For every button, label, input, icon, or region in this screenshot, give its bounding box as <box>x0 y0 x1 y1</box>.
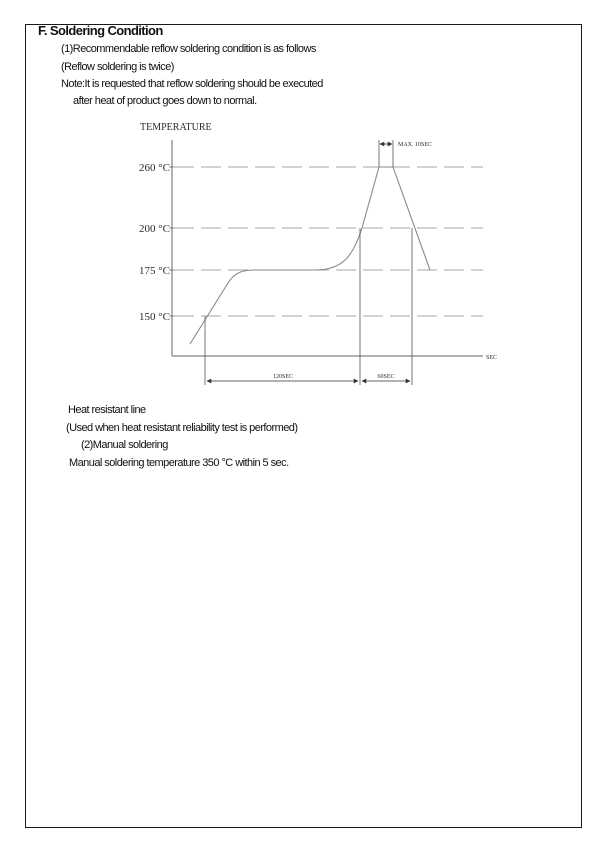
temperature-profile-line <box>190 167 430 344</box>
y-axis-label: TEMPERATURE <box>140 122 212 133</box>
note-text-continued: after heat of product goes down to normal. <box>73 95 257 107</box>
y-tick-label-150: 150 °C <box>139 311 170 323</box>
reflow-duration-label: 60SEC <box>377 374 395 380</box>
reflow-profile-chart <box>0 0 600 400</box>
preheat-duration-label: 120SEC <box>272 374 294 380</box>
reflow-twice-text: (Reflow soldering is twice) <box>61 61 174 73</box>
x-axis-label: SEC <box>486 355 498 361</box>
manual-soldering-title: (2)Manual soldering <box>81 439 168 451</box>
y-ticks <box>139 162 483 323</box>
y-tick-label-175: 175 °C <box>139 265 170 277</box>
y-tick-label-260: 260 °C <box>139 162 170 174</box>
heat-resistant-note: (Used when heat resistant reliability test is performed) <box>66 422 298 434</box>
section-title: F. Soldering Condition <box>38 23 163 38</box>
reflow-condition-text: (1)Recommendable reflow soldering condition is as follows <box>61 43 316 55</box>
y-tick-label-200: 200 °C <box>139 223 170 235</box>
manual-soldering-temperature: Manual soldering temperature 350 °C within 5 sec. <box>69 457 289 469</box>
heat-resistant-title: Heat resistant line <box>68 404 146 416</box>
peak-duration-label: MAX. 10SEC <box>398 142 433 148</box>
note-text: Note:It is requested that reflow soldering should be executed <box>61 78 323 90</box>
